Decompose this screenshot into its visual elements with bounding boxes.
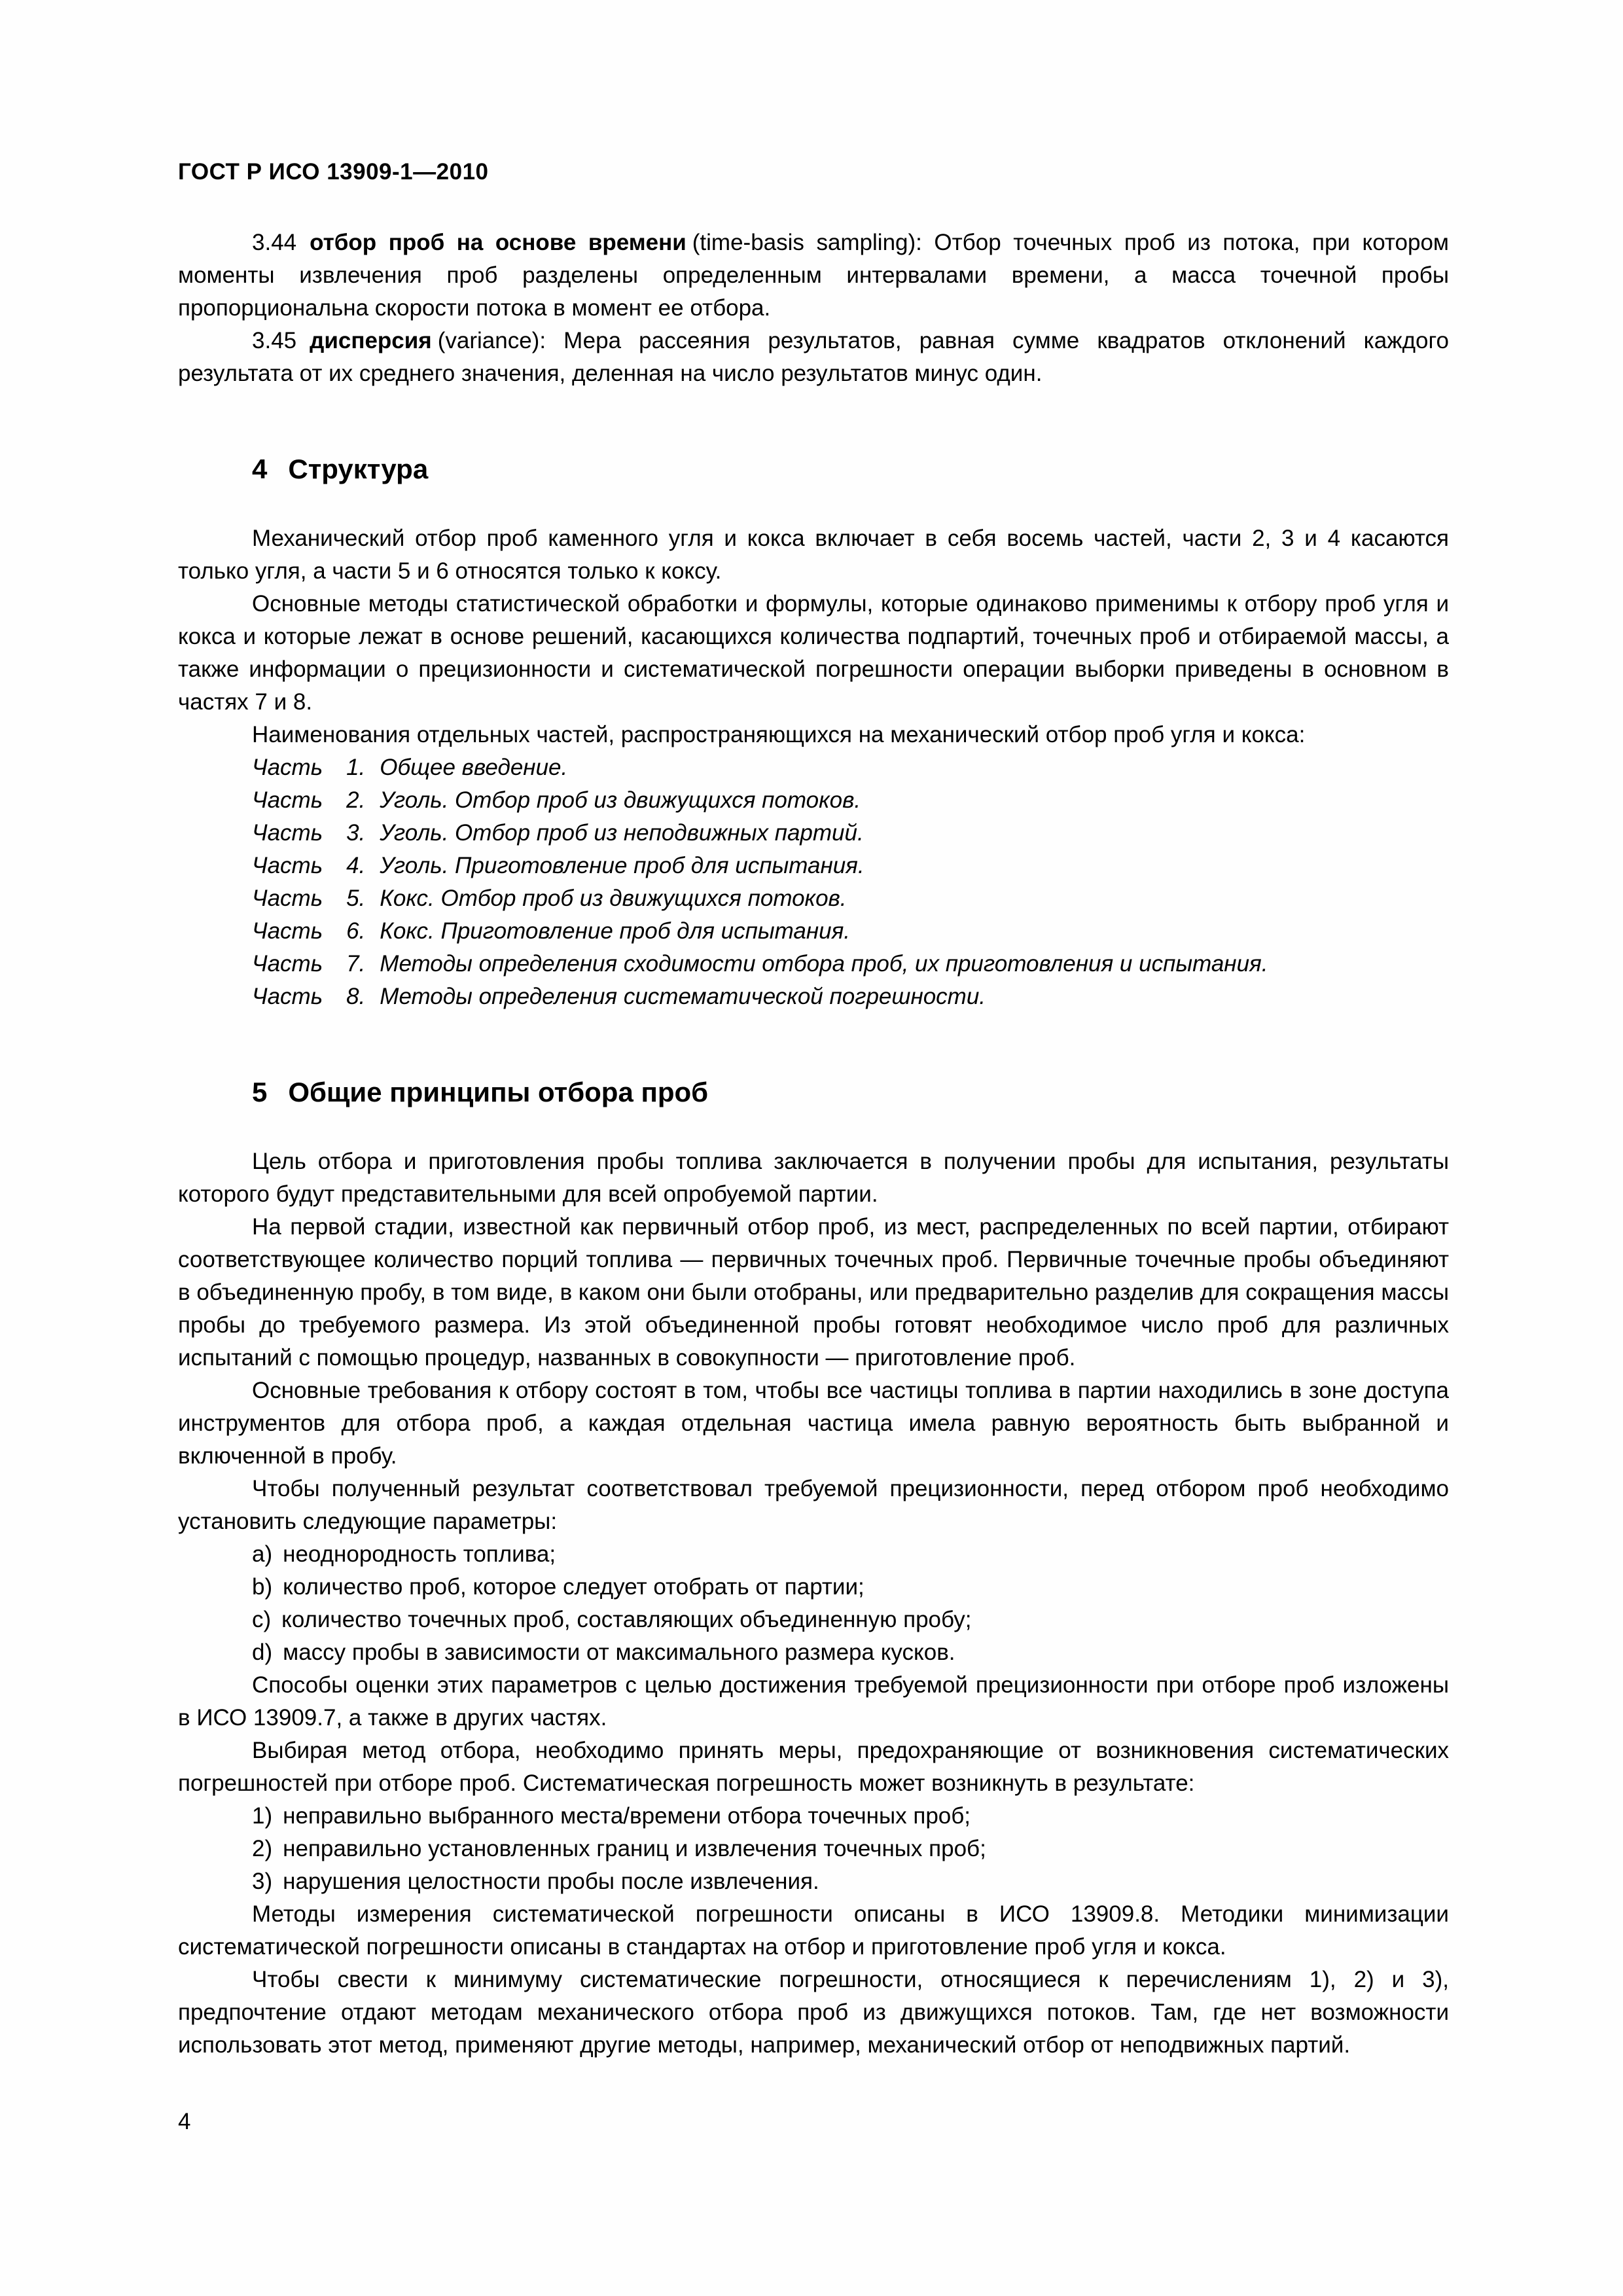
term-definition: (variance): Мера рассеяния результатов, равная сумме квадратов отклонений каждого результата от их среднего значения, деленная на число результатов минус один. <box>178 328 1449 386</box>
section-number: 4 <box>252 454 268 484</box>
error-source-list <box>178 1800 1449 1898</box>
paragraph: Чтобы полученный результат соответствовал требуемой прецизионности, перед отбором проб необходимо установить следующие параметры: <box>178 1476 1449 1534</box>
paragraph: Основные требования к отбору состоят в том, чтобы все частицы топлива в партии находились в зоне доступа инструментов для отбора проб, а каждая отдельная частица имела равную вероятность быть выбранной и включенной в пробу. <box>178 1378 1449 1469</box>
part-number: 5. <box>346 886 366 911</box>
list-marker: d) <box>252 1640 273 1665</box>
part-title: Методы определения сходимости отбора проб, их приготовления и испытания. <box>380 951 1268 977</box>
list-text: неправильно выбранного места/времени отбора точечных проб; <box>283 1803 971 1829</box>
part-title: Уголь. Отбор проб из неподвижных партий. <box>380 820 864 846</box>
part-number: 8. <box>346 984 366 1009</box>
list-item <box>178 882 1449 915</box>
list-item <box>178 1636 1449 1669</box>
section-title: Общие принципы отбора проб <box>288 1077 709 1107</box>
list-item <box>178 1604 1449 1636</box>
paragraph: Методы измерения систематической погрешности описаны в ИСО 13909.8. Методики минимизации систематической погрешности описаны в стандартах на отбор и приготовление проб угля и кокса. <box>178 1901 1449 1960</box>
part-label: Часть <box>252 918 323 944</box>
list-marker: b) <box>252 1574 273 1600</box>
term-name: отбор проб на основе времени <box>310 230 687 255</box>
list-marker: a) <box>252 1541 273 1567</box>
standard-code-header: ГОСТ Р ИСО 13909-1—2010 <box>178 159 489 185</box>
term-paragraph-3-45 <box>178 325 1449 390</box>
part-title: Уголь. Приготовление проб для испытания. <box>380 853 865 878</box>
list-marker: 2) <box>252 1836 273 1861</box>
part-title: Уголь. Отбор проб из движущихся потоков. <box>380 787 861 813</box>
part-label: Часть <box>252 820 323 846</box>
list-item <box>178 817 1449 850</box>
part-title: Методы определения систематической погрешности. <box>380 984 986 1009</box>
paragraph: Основные методы статистической обработки и формулы, которые одинаково применимы к отбору проб угля и кокса и которые лежат в основе решений, касающихся количества подпартий, точечных проб и отбираемой массы, а также информации о прецизионности и систематической погрешности операции выборки приведены в основном в частях 7 и 8. <box>178 591 1449 715</box>
list-text: количество точечных проб, составляющих объединенную пробу; <box>281 1607 972 1632</box>
list-text: массу пробы в зависимости от максимального размера кусков. <box>283 1640 955 1665</box>
list-item <box>178 1865 1449 1898</box>
list-marker: c) <box>252 1607 272 1632</box>
list-text: количество проб, которое следует отобрать от партии; <box>283 1574 865 1600</box>
term-number: 3.45 <box>252 328 297 353</box>
parts-list <box>178 751 1449 1013</box>
section-5-heading <box>178 1075 1449 1109</box>
list-text: неправильно установленных границ и извлечения точечных проб; <box>283 1836 986 1861</box>
part-label: Часть <box>252 755 323 780</box>
section-title: Структура <box>288 454 429 484</box>
paragraph: На первой стадии, известной как первичный отбор проб, из мест, распределенных по всей партии, отбирают соответствующее количество порций топлива — первичных точечных проб. Первичные точечные пробы объединяют в объединенную пробу, в том виде, в каком они были отобраны, или предварительно разделив для сокращения массы пробы до требуемого размера. Из этой объединенной пробы готовят необходимое число проб для различных испытаний с помощью процедур, названных в совокупности — приготовление проб. <box>178 1214 1449 1371</box>
part-title: Общее введение. <box>380 755 568 780</box>
part-label: Часть <box>252 853 323 878</box>
list-item <box>178 980 1449 1013</box>
paragraph: Наименования отдельных частей, распространяющихся на механический отбор проб угля и кокса: <box>252 722 1306 747</box>
list-item <box>178 751 1449 784</box>
part-number: 4. <box>346 853 366 878</box>
list-item <box>178 1538 1449 1571</box>
list-item <box>178 948 1449 980</box>
part-label: Часть <box>252 886 323 911</box>
list-item <box>178 1571 1449 1604</box>
paragraph: Чтобы свести к минимуму систематические погрешности, относящиеся к перечислениям 1), 2) и 3), предпочтение отдают методам механического отбора проб из движущихся потоков. Там, где нет возможности использовать этот метод, применяют другие методы, например, механический отбор от неподвижных партий. <box>178 1967 1449 2058</box>
part-title: Кокс. Отбор проб из движущихся потоков. <box>380 886 847 911</box>
paragraph: Способы оценки этих параметров с целью достижения требуемой прецизионности при отборе проб изложены в ИСО 13909.7, а также в других частях. <box>178 1672 1449 1731</box>
paragraph: Механический отбор проб каменного угля и кокса включает в себя восемь частей, части 2, 3 и 4 касаются только угля, а части 5 и 6 относятся только к коксу. <box>178 526 1449 584</box>
list-item <box>178 915 1449 948</box>
term-paragraph-3-44 <box>178 226 1449 325</box>
section-4-heading <box>178 452 1449 486</box>
part-number: 7. <box>346 951 366 977</box>
parameter-list <box>178 1538 1449 1669</box>
part-number: 2. <box>346 787 366 813</box>
term-definition: (time-basis sampling): Отбор точечных проб из потока, при котором моменты извлечения проб разделены определенным интервалами времени, а масса точечной пробы пропорциональна скорости потока в момент ее отбора. <box>178 230 1449 321</box>
part-number: 1. <box>346 755 366 780</box>
part-number: 3. <box>346 820 366 846</box>
section-number: 5 <box>252 1077 268 1107</box>
part-label: Часть <box>252 951 323 977</box>
page-content <box>178 158 1449 2062</box>
list-item <box>178 1800 1449 1833</box>
part-title: Кокс. Приготовление проб для испытания. <box>380 918 851 944</box>
list-item <box>178 784 1449 817</box>
part-number: 6. <box>346 918 366 944</box>
part-label: Часть <box>252 787 323 813</box>
page-number: 4 <box>178 2109 191 2134</box>
paragraph: Цель отбора и приготовления пробы топлива заключается в получении пробы для испытания, результаты которого будут представительными для всей опробуемой партии. <box>178 1149 1449 1207</box>
term-number: 3.44 <box>252 230 297 255</box>
list-marker: 3) <box>252 1869 273 1894</box>
list-text: неоднородность топлива; <box>283 1541 556 1567</box>
list-text: нарушения целостности пробы после извлечения. <box>283 1869 819 1894</box>
list-item <box>178 1833 1449 1865</box>
term-name: дисперсия <box>310 328 432 353</box>
list-item <box>178 850 1449 882</box>
paragraph: Выбирая метод отбора, необходимо принять меры, предохраняющие от возникновения систематических погрешностей при отборе проб. Систематическая погрешность может возникнуть в результате: <box>178 1738 1449 1796</box>
list-marker: 1) <box>252 1803 273 1829</box>
part-label: Часть <box>252 984 323 1009</box>
